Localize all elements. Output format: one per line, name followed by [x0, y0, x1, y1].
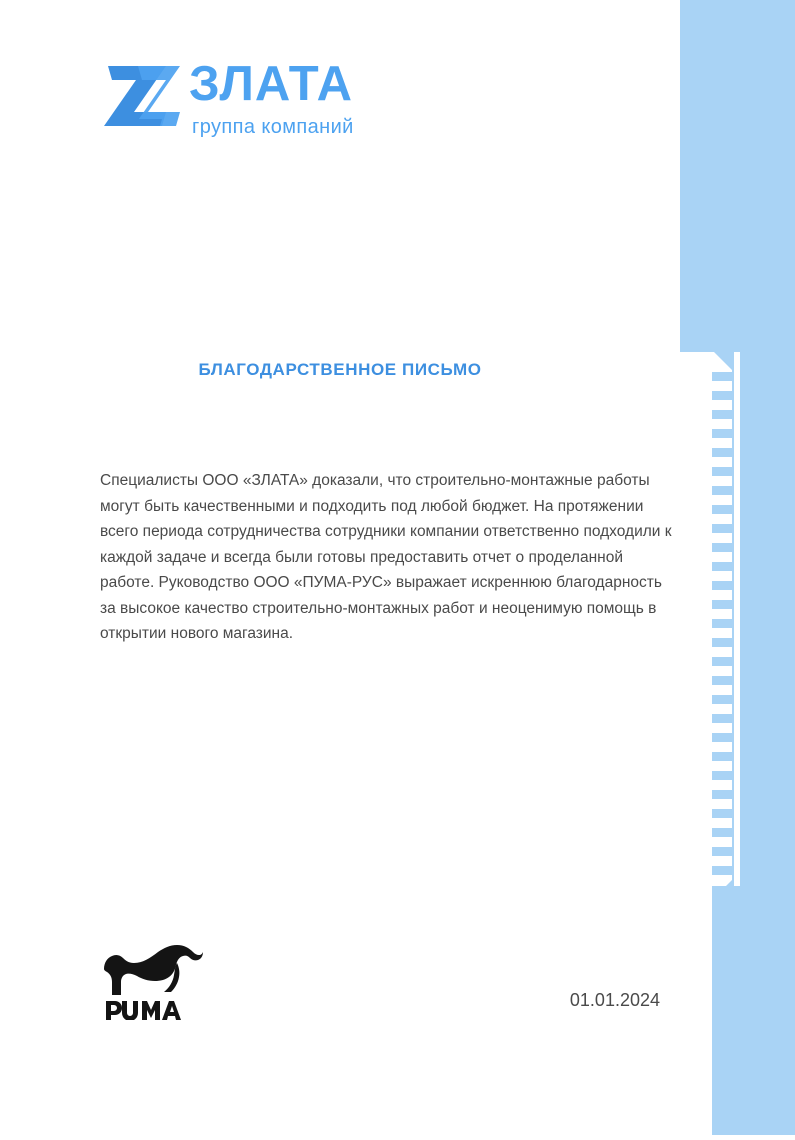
- letter-body: Специалисты ООО «ЗЛАТА» доказали, что строительно-монтажные работы могут быть качественными и подходить под любой бюджет. На протяжении всего периода сотрудничества сотрудники компании ответственно подходили к каждой задаче и всегда были готовы предоставить отчет о проделанной работе. Руководство ООО «ПУМА-РУС» выражает искреннюю благодарность за высокое качество строительно-монтажных работ и неоценимую помощь в открытии нового магазина.: [100, 472, 672, 642]
- logo-tagline: группа компаний: [192, 116, 354, 138]
- company-logo: [104, 57, 404, 165]
- page-title: БЛАГОДАРСТВЕННОЕ ПИСЬМО: [198, 360, 482, 379]
- puma-logo: [98, 925, 208, 1020]
- logo-wordmark: ЗЛАТА: [189, 57, 354, 111]
- zlata-z-mark-icon: [104, 64, 184, 139]
- decorative-side-band: [680, 0, 795, 1135]
- letter-date: 01.01.2024: [569, 990, 660, 1010]
